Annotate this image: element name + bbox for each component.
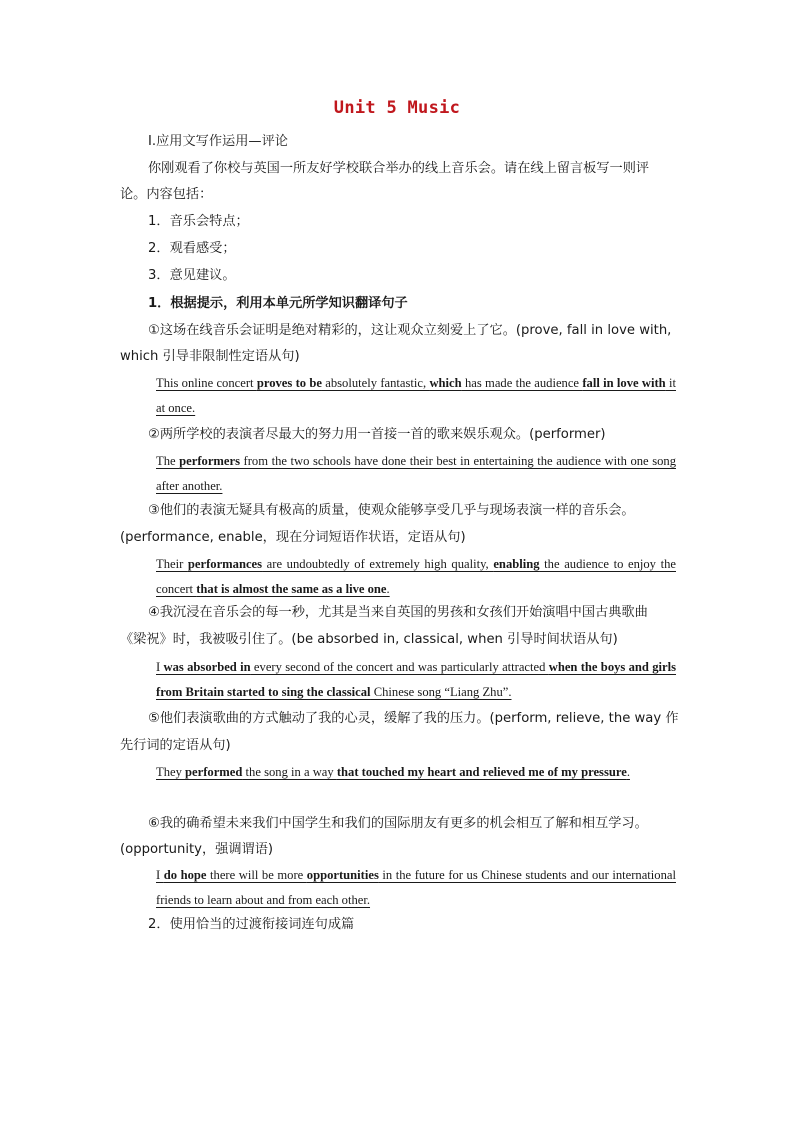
answer-key: performed bbox=[185, 765, 243, 779]
question-line: ③他们的表演无疑具有极高的质量，使观众能够享受几乎与现场表演一样的音乐会。 bbox=[148, 503, 635, 518]
answer bbox=[120, 655, 676, 704]
task-heading: 2．使用恰当的过渡衔接词连句成篇 bbox=[148, 917, 355, 932]
question-line-cont: which 引导非限制性定语从句) bbox=[120, 349, 300, 364]
answer-text: This online concert bbox=[156, 376, 257, 390]
answer-key: performances bbox=[187, 557, 263, 571]
prompt-text: 你刚观看了你校与英国一所友好学校联合举办的线上音乐会。请在线上留言板写一则评 bbox=[148, 161, 650, 176]
answer-text: the audience to enjoy the concert bbox=[156, 557, 676, 596]
point-item: 1．音乐会特点； bbox=[148, 214, 249, 229]
answer-text: are undoubtedly of extremely high quality, bbox=[262, 557, 494, 571]
answer-key: which bbox=[429, 376, 462, 390]
prompt-text-cont: 论。内容包括： bbox=[120, 187, 213, 202]
answer-text: from the two schools have done their best in entertaining the audience with one song after another. bbox=[156, 454, 676, 493]
answer bbox=[120, 760, 676, 785]
answer-key: fall in love with bbox=[582, 376, 666, 390]
answer-text: Their bbox=[156, 557, 188, 571]
answer-key: performers bbox=[179, 454, 240, 468]
answer-text: absolutely fantastic, bbox=[321, 376, 430, 390]
answer bbox=[120, 449, 676, 498]
page-title: Unit 5 Music bbox=[333, 98, 461, 118]
answer-key: do hope bbox=[163, 868, 207, 882]
question-line-cont: (opportunity，强调谓语) bbox=[120, 842, 274, 857]
answer bbox=[120, 552, 676, 601]
answer-text: The bbox=[156, 454, 180, 468]
question-line-cont: (performance, enable，现在分词短语作状语，定语从句) bbox=[120, 530, 466, 545]
answer-key: enabling bbox=[493, 557, 540, 571]
answer-text: the song in a way bbox=[242, 765, 337, 779]
question-line: ①这场在线音乐会证明是绝对精彩的，这让观众立刻爱上了它。(prove, fall in love with, bbox=[148, 323, 672, 338]
answer-text: I bbox=[156, 660, 164, 674]
point-item: 2．观看感受； bbox=[148, 241, 236, 256]
answer-text: They bbox=[156, 765, 186, 779]
question-line: ④我沉浸在音乐会的每一秒，尤其是当来自英国的男孩和女孩们开始演唱中国古典歌曲 bbox=[148, 605, 648, 620]
answer-text: I bbox=[156, 868, 164, 882]
answer-key: opportunities bbox=[306, 868, 379, 882]
answer bbox=[120, 863, 676, 912]
section-heading: Ⅰ.应用文写作运用—评论 bbox=[148, 134, 288, 149]
answer-text: every second of the concert and was particularly attracted bbox=[250, 660, 549, 674]
answer-text: Chinese song “Liang Zhu”. bbox=[370, 684, 512, 699]
task-heading: 1．根据提示，利用本单元所学知识翻译句子 bbox=[148, 296, 408, 311]
answer-text: has made the audience bbox=[461, 376, 583, 390]
answer-text: . bbox=[626, 765, 630, 779]
answer-text: it at once. bbox=[156, 376, 676, 415]
answer-text: there will be more bbox=[206, 868, 307, 882]
question-line-cont: 《梁祝》时，我被吸引住了。(be absorbed in, classical, when 引导时间状语从句) bbox=[120, 632, 618, 647]
question-line: ⑤他们表演歌曲的方式触动了我的心灵，缓解了我的压力。(perform, relieve, the way 作 bbox=[148, 711, 679, 726]
answer bbox=[120, 371, 676, 420]
answer-key: was absorbed in bbox=[163, 660, 251, 674]
answer-key: proves to be bbox=[256, 376, 322, 390]
answer-key: when the boys and girls from Britain started to sing the classical bbox=[156, 660, 677, 699]
question-line-cont: 先行词的定语从句) bbox=[120, 738, 231, 753]
answer-key: that touched my heart and relieved me of my pressure bbox=[336, 765, 627, 779]
answer-text: . bbox=[386, 581, 390, 596]
point-item: 3．意见建议。 bbox=[148, 268, 236, 283]
answer-key: that is almost the same as a live one bbox=[196, 581, 387, 596]
answer-text: in the future for us Chinese students and our international friends to learn about and from each other. bbox=[156, 868, 676, 907]
question-line: ②两所学校的表演者尽最大的努力用一首接一首的歌来娱乐观众。(performer) bbox=[148, 427, 606, 442]
question-line: ⑥我的确希望未来我们中国学生和我们的国际朋友有更多的机会相互了解和相互学习。 bbox=[148, 816, 648, 831]
